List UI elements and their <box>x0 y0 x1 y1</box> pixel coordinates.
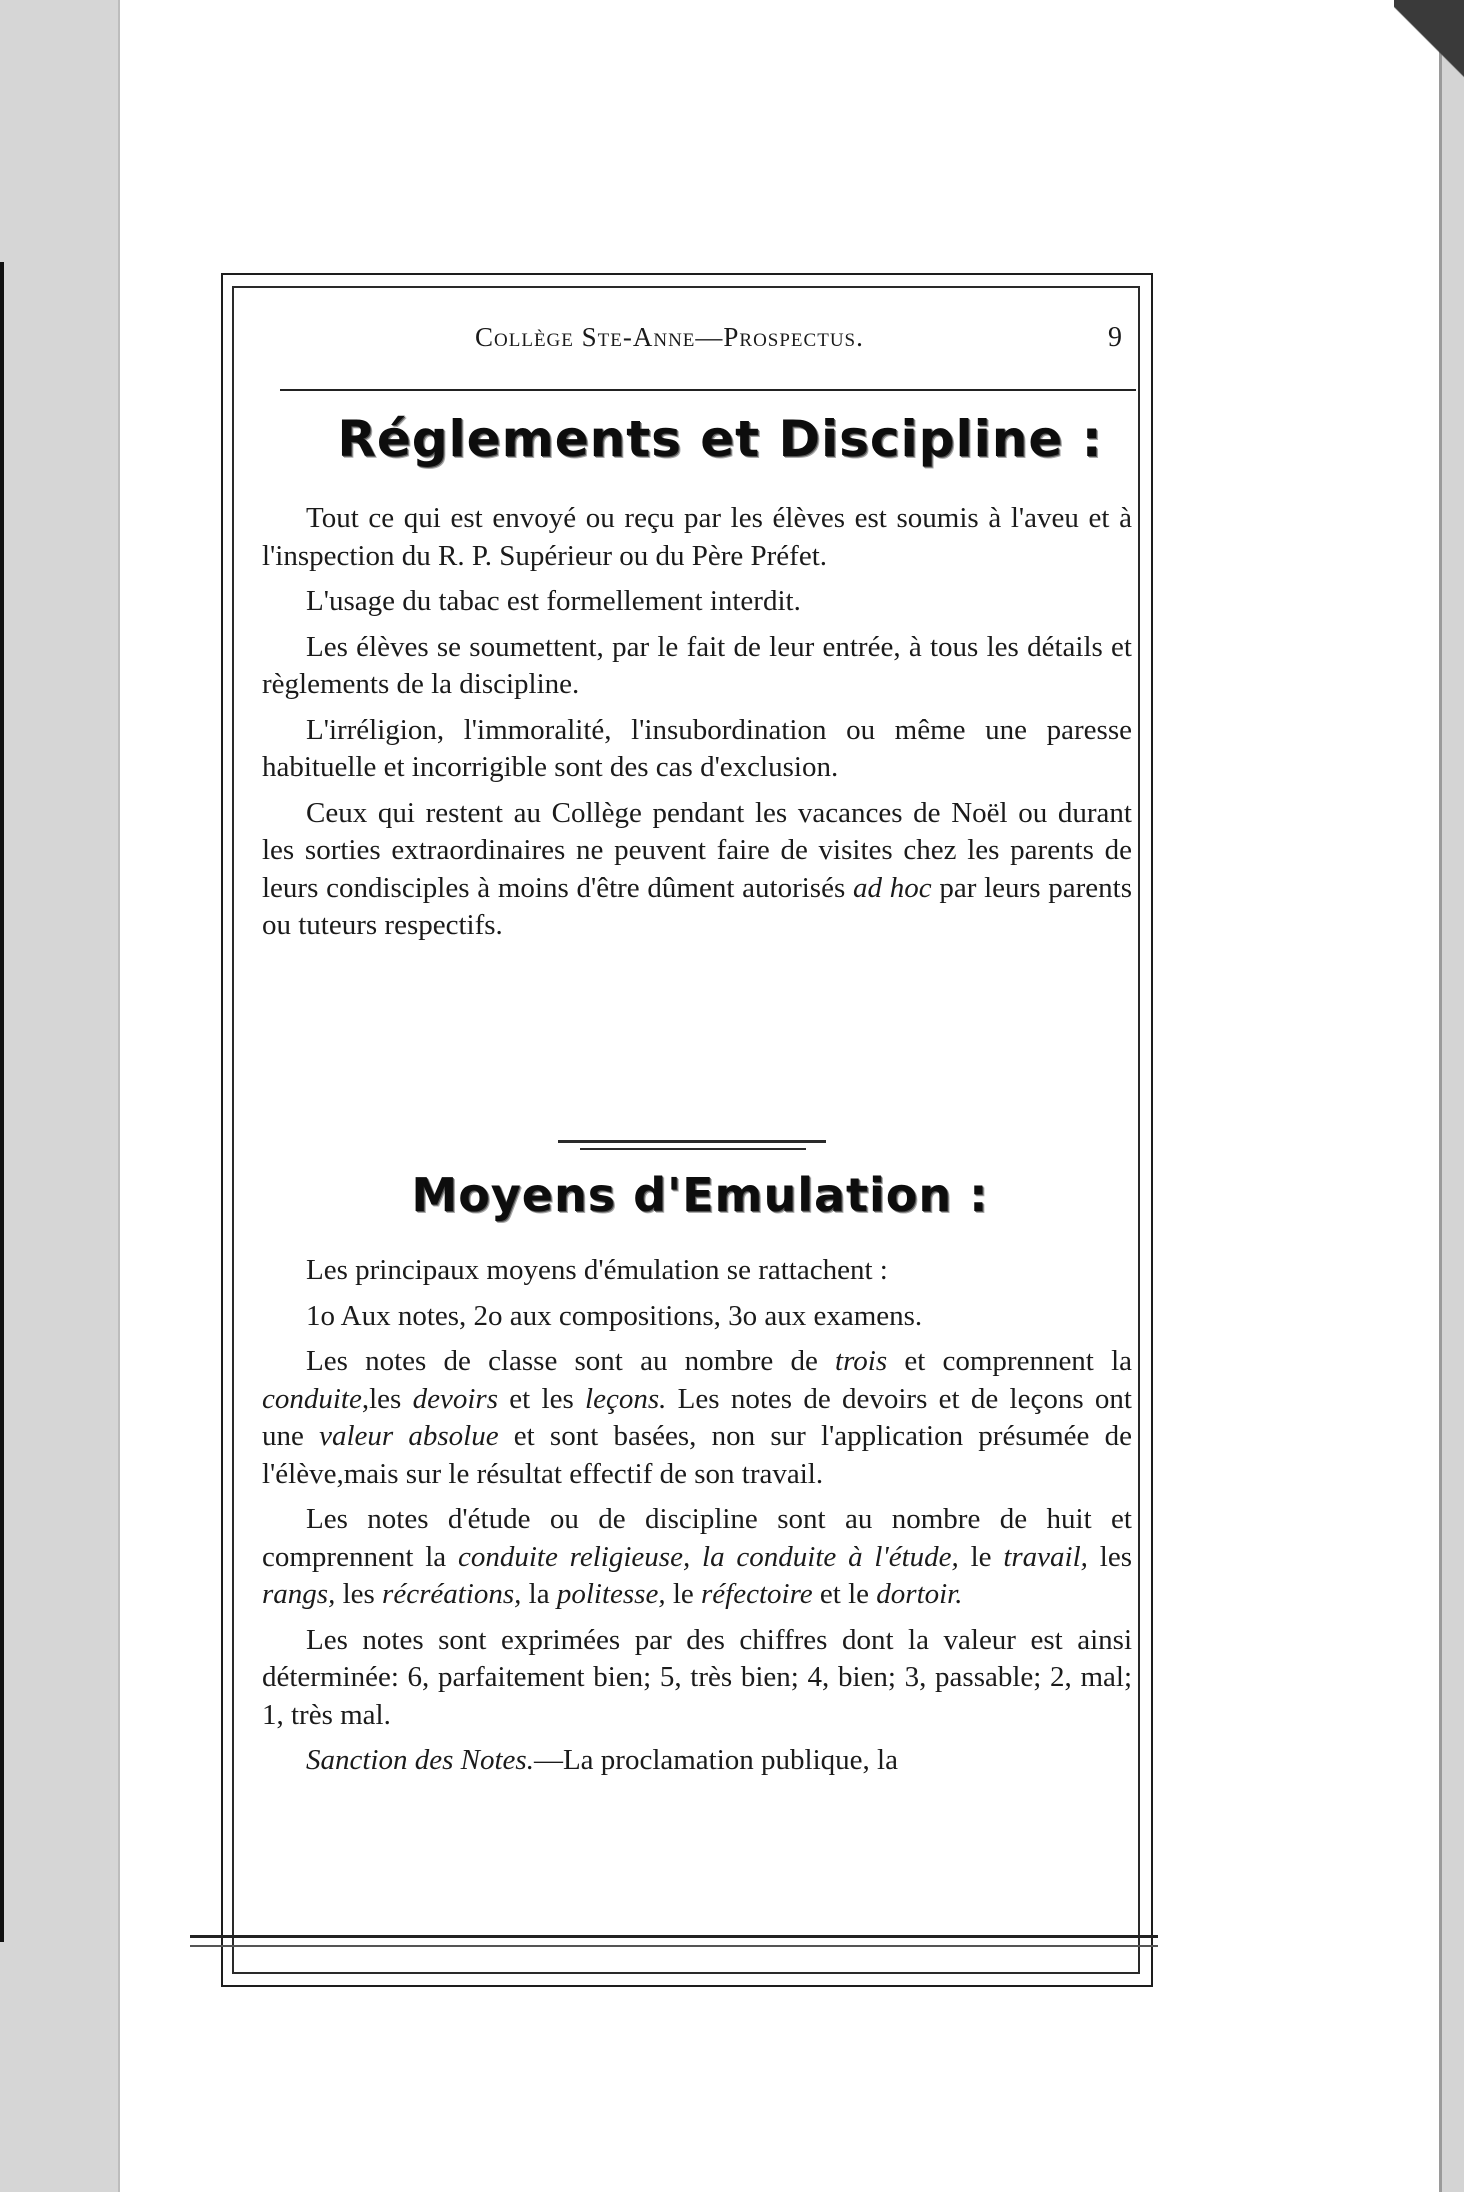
text-run: Les notes de classe sont au nombre de <box>306 1345 836 1377</box>
italic-run: valeur absolue <box>319 1420 499 1452</box>
text-run: —La proclamation publique, la <box>533 1744 898 1776</box>
footer-rule <box>190 1935 1158 1938</box>
section-body-emulation <box>262 1252 1132 1788</box>
text-run: la <box>521 1578 557 1610</box>
text-run: par leurs parents ou tuteurs respectifs. <box>262 871 1132 941</box>
section-body-reglements <box>262 500 1132 953</box>
italic-run: récréations, <box>382 1578 522 1610</box>
footer-rule <box>190 1945 1158 1947</box>
italic-run: leçons. <box>585 1382 667 1415</box>
section-title-emulation: Moyens d'Emulation : <box>411 1168 989 1222</box>
scan-left-margin <box>0 0 118 2192</box>
section-title-reglements: Réglements et Discipline : <box>337 410 1103 468</box>
italic-run: rangs, <box>262 1578 336 1610</box>
italic-run: politesse, <box>556 1578 666 1610</box>
italic-run: conduite <box>262 1382 362 1415</box>
header-rule <box>280 389 1136 391</box>
text-run: et sont basées, non sur l'application présumée de l'élève,mais sur le résultat effectif de son travail. <box>262 1420 1132 1490</box>
paragraph <box>262 795 1132 945</box>
italic-run: ad hoc <box>852 871 932 904</box>
text-run: Ceux qui restent au Collège pendant les vacances de Noël ou durant les sorties extraordinaires ne peuvent faire de visites chez les parents de leurs condisciples à moins d'être dûment autorisés <box>262 796 1132 904</box>
paragraph: Tout ce qui est envoyé ou reçu par les élèves est soumis à l'aveu et à l'inspection du R. P. Supérieur ou du Père Préfet. <box>262 502 1132 572</box>
running-header <box>280 322 1140 362</box>
text-run: Les notes d'étude ou de discipline sont au nombre de huit et comprennent la <box>262 1503 1132 1573</box>
text-run: et les <box>498 1382 586 1415</box>
italic-run: trois <box>835 1345 888 1377</box>
paragraph: Les principaux moyens d'émulation se rattachent : <box>306 1254 888 1286</box>
scan-left-shadow <box>0 262 4 1942</box>
text-run: le <box>958 1540 1004 1573</box>
paragraph: Les notes sont exprimées par des chiffres dont la valeur est ainsi déterminée: 6, parfaitement bien; 5, très bien; 4, bien; 3, passable; 2, mal; 1, très mal. <box>262 1623 1132 1731</box>
italic-run: devoirs <box>412 1382 498 1415</box>
paragraph: Les élèves se soumettent, par le fait de leur entrée, à tous les détails et règlements de la discipline. <box>262 630 1132 700</box>
text-run: les <box>1087 1540 1132 1573</box>
scan-right-margin <box>1442 0 1464 2192</box>
text-run: le <box>665 1578 702 1610</box>
section-separator <box>580 1148 806 1150</box>
italic-run: Sanction des Notes. <box>306 1744 534 1776</box>
running-title: Collège Ste-Anne—Prospectus. <box>475 322 864 352</box>
text-run: ,les <box>361 1382 413 1415</box>
paragraph: 1o Aux notes, 2o aux compositions, 3o aux examens. <box>306 1299 923 1332</box>
italic-run: travail, <box>1003 1540 1088 1573</box>
italic-run: conduite religieuse, la conduite à l'étude, <box>457 1540 959 1573</box>
paragraph <box>262 1343 1132 1493</box>
page-number: 9 <box>1108 322 1122 353</box>
italic-run: réfectoire <box>701 1578 813 1610</box>
text-run: et comprennent la <box>887 1345 1133 1377</box>
paragraph <box>262 1501 1132 1614</box>
paragraph: L'irréligion, l'immoralité, l'insubordination ou même une paresse habituelle et incorrigible sont des cas d'exclusion. <box>262 713 1132 783</box>
scan-corner-shadow <box>1394 0 1464 120</box>
section-separator <box>558 1140 826 1143</box>
text-run: les <box>335 1578 383 1610</box>
facing-page-edge <box>118 0 132 2192</box>
text-run: Les notes de devoirs et de leçons ont une <box>262 1382 1132 1452</box>
paragraph: L'usage du tabac est formellement interdit. <box>306 585 801 617</box>
italic-run: dortoir. <box>876 1578 963 1610</box>
text-run: et le <box>812 1578 877 1610</box>
paragraph <box>262 1742 1132 1780</box>
